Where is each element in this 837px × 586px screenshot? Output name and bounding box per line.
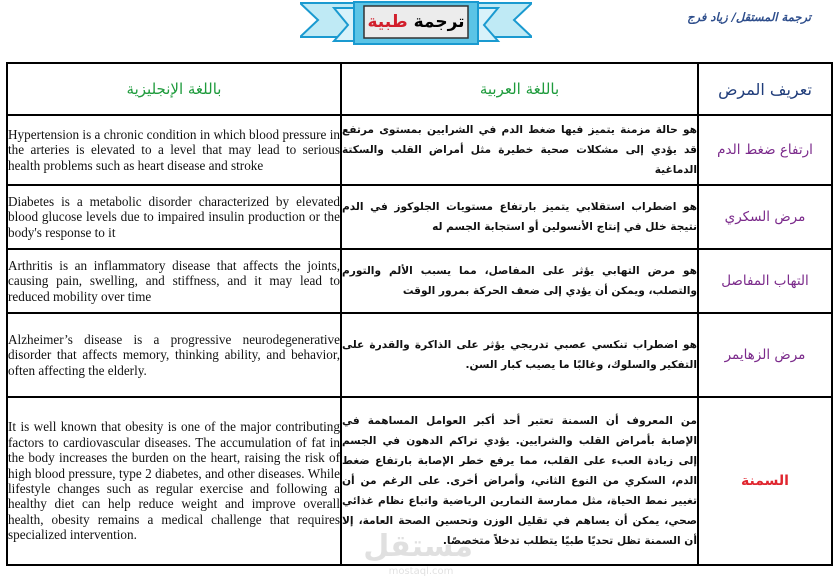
header-term: تعريف المرض bbox=[698, 63, 832, 115]
english-definition: Alzheimer’s disease is a progressive neurodegenerative disorder that affects memory, thinking ability, and behavior, often affecting the elderly. bbox=[7, 313, 341, 397]
disease-term: التهاب المفاصل bbox=[698, 249, 832, 313]
english-definition: Diabetes is a metabolic disorder characterized by elevated blood glucose levels due to impaired insulin production or the body's response to it bbox=[7, 185, 341, 249]
banner-title-word-2: طبية bbox=[367, 12, 408, 32]
table-row-obesity bbox=[7, 397, 832, 565]
watermark-url: mostaql.com bbox=[388, 566, 454, 577]
medical-terms-table bbox=[6, 62, 833, 566]
disease-term: ارتفاع ضغط الدم bbox=[698, 115, 832, 185]
arabic-definition: هو مرض التهابي يؤثر على المفاصل، مما يسبب الألم والتورم والتصلب، ويمكن أن يؤدي إلى ضعف الحركة بمرور الوقت bbox=[341, 249, 698, 313]
table-row-diabetes bbox=[7, 185, 832, 249]
translator-credit: ترجمة المستقل/ زياد فرج bbox=[687, 10, 811, 24]
header-arabic: باللغة العربية bbox=[341, 63, 698, 115]
disease-term: مرض الزهايمر bbox=[698, 313, 832, 397]
disease-term: السمنة bbox=[698, 397, 832, 565]
arabic-definition: هو اضطراب تنكسي عصبي تدريجي يؤثر على الذاكرة والقدرة على التفكير والسلوك، وغالبًا ما يصيب كبار السن. bbox=[341, 313, 698, 397]
arabic-definition: هو اضطراب استقلابي يتميز بارتفاع مستويات الجلوكوز في الدم نتيجة خلل في إنتاج الأنسولين أو استجابة الجسم له bbox=[341, 185, 698, 249]
watermark-logo-text: مستقل bbox=[363, 529, 473, 564]
arabic-definition: هو حالة مزمنة يتميز فيها ضغط الدم في الشرايين بمستوى مرتفع قد يؤدي إلى مشكلات صحية خطيرة مثل أمراض القلب والسكتة الدماغية bbox=[341, 115, 698, 185]
banner-title bbox=[364, 6, 468, 38]
table-row-alzheimers bbox=[7, 313, 832, 397]
table-row-arthritis bbox=[7, 249, 832, 313]
arabic-definition: من المعروف أن السمنة تعتبر أحد أكبر العوامل المساهمة في الإصابة بأمراض القلب والشرايين. يؤدي تراكم الدهون في الجسم إلى زيادة العبء على القلب، مما يرفع خطر الإصابة بارتفاع ضغط الدم، السكري من النوع الثاني، وأمراض أخرى. على الرغم من أن تغيير نمط الحياة، مثل ممارسة التمارين الرياضية واتباع نظام غذائي صحي، يمكن أن يساهم في تقليل الوزن وتحسين الصحة العامة، إلا أن السمنة تظل تحديًا طبيًا يتطلب تدخلاً متخصصًا. bbox=[341, 397, 698, 565]
english-definition: Hypertension is a chronic condition in which blood pressure in the arteries is elevated to a level that may lead to serious health problems such as heart disease and stroke bbox=[7, 115, 341, 185]
table-header-row bbox=[7, 63, 832, 115]
table-row-hypertension bbox=[7, 115, 832, 185]
english-definition: Arthritis is an inflammatory disease that affects the joints, causing pain, swelling, and stiffness, and it may lead to reduced mobility over time bbox=[7, 249, 341, 313]
disease-term: مرض السكري bbox=[698, 185, 832, 249]
english-definition: It is well known that obesity is one of the major contributing factors to cardiovascular diseases. The accumulation of fat in the body increases the burden on the heart, raising the risk of high blood pressure, type 2 diabetes, and other diseases. While lifestyle changes such as regular exercise and following a healthy diet can help reduce weight and improve overall health, obesity remains a medical challenge that requires specialized intervention. bbox=[7, 397, 341, 565]
header-english: باللغة الإنجليزية bbox=[7, 63, 341, 115]
title-banner bbox=[300, 0, 532, 50]
banner-title-word-1: ترجمة bbox=[413, 12, 465, 32]
